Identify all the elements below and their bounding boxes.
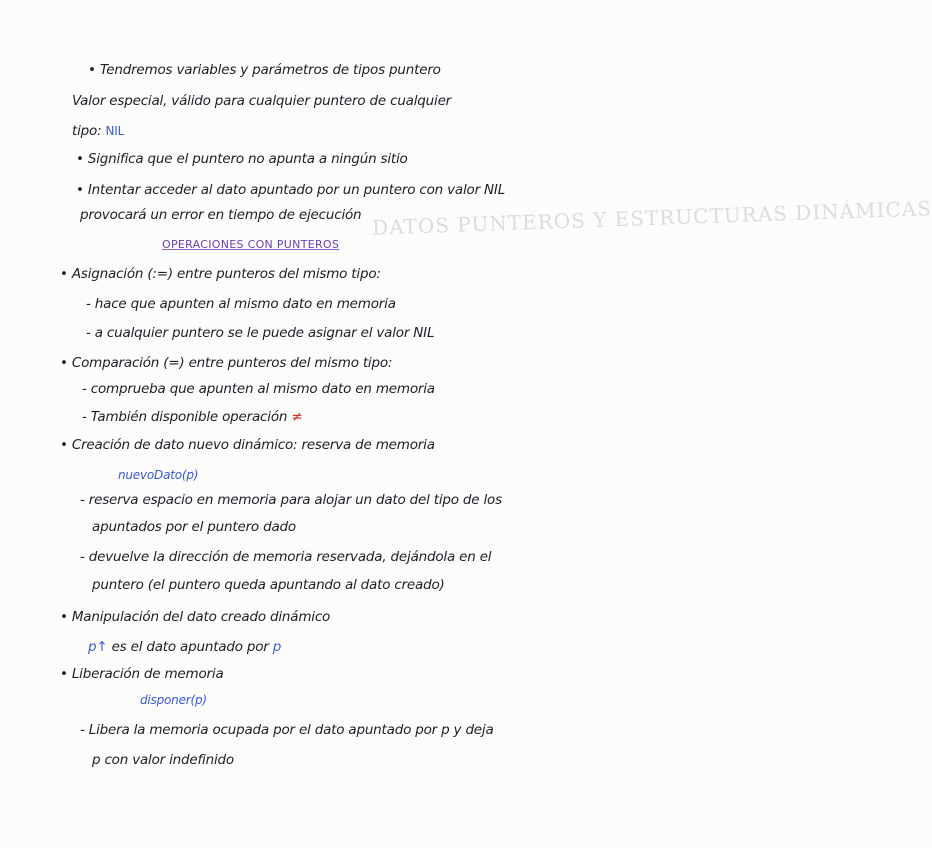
code-disponer: disponer(p): [140, 693, 207, 707]
note-line-21: [88, 639, 281, 655]
note-line-25: p con valor indefinido: [92, 752, 234, 768]
section-heading: OPERACIONES CON PUNTEROS: [162, 238, 340, 251]
note-line-2: Valor especial, válido para cualquier puntero de cualquier: [72, 93, 452, 109]
note-line-9: - hace que apunten al mismo dato en memoria: [86, 296, 396, 312]
note-line-16: - reserva espacio en memoria para alojar un dato del tipo de los: [80, 492, 502, 508]
note-line-14: • Creación de dato nuevo dinámico: reserva de memoria: [60, 437, 435, 453]
note-line-24: - Libera la memoria ocupada por el dato apuntado por p y deja: [80, 722, 494, 738]
note-line-6: provocará un error en tiempo de ejecución: [80, 207, 362, 223]
note-line-11: • Comparación (=) entre punteros del mismo tipo:: [60, 355, 393, 371]
pointer-var: p: [272, 639, 282, 655]
note-line-20: • Manipulación del dato creado dinámico: [60, 609, 331, 625]
code-nuevo-dato: nuevoDato(p): [118, 468, 199, 482]
note-line-12: - comprueba que apunten al mismo dato en memoria: [82, 381, 435, 397]
note-text-deref: es el dato apuntado por: [111, 639, 273, 655]
note-line-4: • Significa que el puntero no apunta a ningún sitio: [76, 151, 408, 167]
note-line-8: • Asignación (:=) entre punteros del mismo tipo:: [60, 266, 381, 282]
nil-keyword: NIL: [105, 124, 125, 138]
bleed-through-text: DATOS PUNTEROS Y ESTRUCTURAS DINÁMICAS: [371, 196, 932, 240]
note-text-tambien: - También disponible operación: [82, 409, 292, 425]
note-line-3: [72, 123, 124, 139]
not-equal-symbol: ≠: [291, 409, 303, 425]
note-text-tipo: tipo:: [72, 123, 106, 139]
note-line-22: • Liberación de memoria: [60, 666, 224, 682]
note-line-1: • Tendremos variables y parámetros de tipos puntero: [88, 62, 441, 78]
note-line-19: puntero (el puntero queda apuntando al dato creado): [92, 577, 445, 593]
note-line-18: - devuelve la dirección de memoria reservada, dejándola en el: [80, 549, 492, 565]
note-line-13: [82, 409, 302, 425]
pointer-deref: p↑: [88, 639, 108, 655]
note-line-5: • Intentar acceder al dato apuntado por un puntero con valor NIL: [76, 182, 506, 198]
note-line-17: apuntados por el puntero dado: [92, 519, 296, 535]
note-line-10: - a cualquier puntero se le puede asignar el valor NIL: [86, 325, 435, 341]
